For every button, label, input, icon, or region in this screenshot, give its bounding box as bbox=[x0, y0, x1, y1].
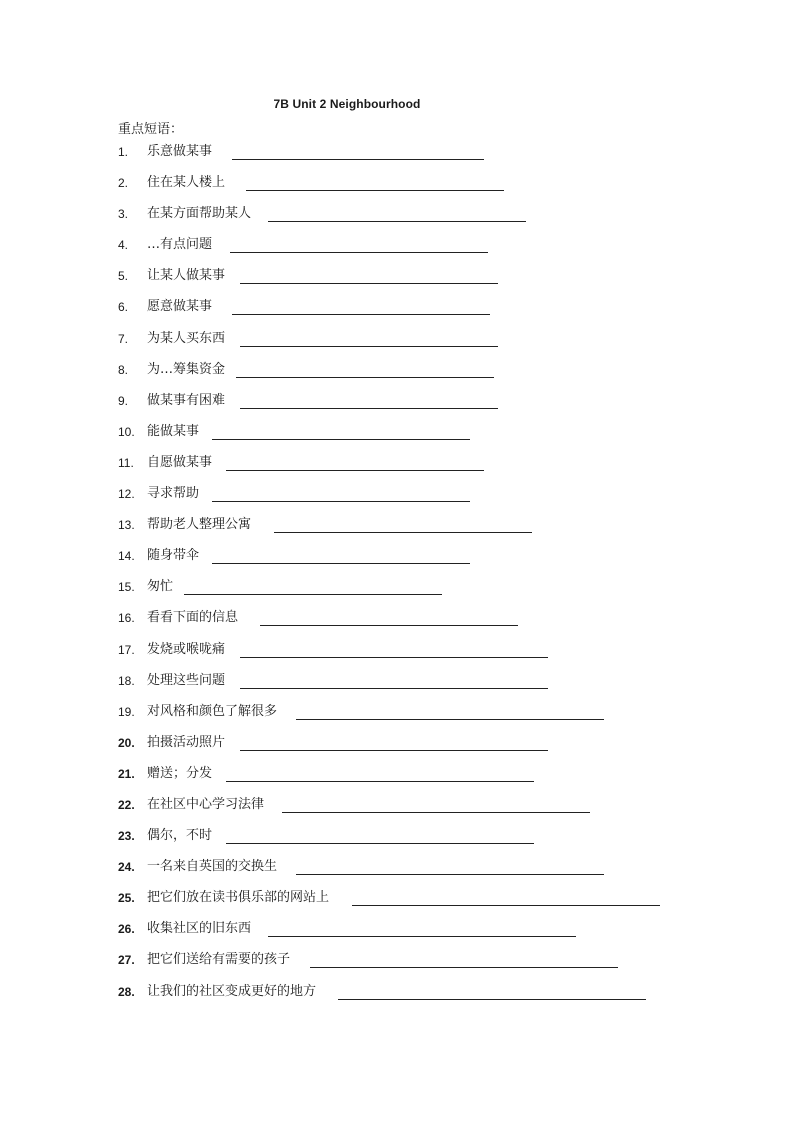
item-number: 2. bbox=[118, 176, 129, 191]
list-item bbox=[118, 516, 718, 547]
answer-blank[interactable] bbox=[226, 843, 534, 844]
list-item bbox=[118, 951, 718, 982]
list-item bbox=[118, 703, 718, 734]
item-number: 19. bbox=[118, 704, 135, 719]
list-item bbox=[118, 796, 718, 827]
item-number: 3. bbox=[118, 207, 129, 222]
item-phrase: 寻求帮助 bbox=[147, 486, 200, 502]
item-phrase: 处理这些问题 bbox=[147, 672, 226, 688]
item-number: 10. bbox=[118, 424, 135, 439]
item-phrase: 为…筹集资金 bbox=[147, 361, 226, 377]
list-item bbox=[118, 641, 718, 672]
section-heading: 重点短语： bbox=[118, 122, 184, 137]
item-number: 17. bbox=[118, 642, 135, 657]
item-phrase: 乐意做某事 bbox=[147, 144, 213, 159]
answer-blank[interactable] bbox=[282, 812, 590, 813]
answer-blank[interactable] bbox=[274, 532, 532, 533]
list-item bbox=[118, 330, 718, 361]
item-phrase: 随身带伞 bbox=[147, 548, 200, 564]
list-item bbox=[118, 672, 718, 703]
answer-blank[interactable] bbox=[240, 688, 548, 689]
answer-blank[interactable] bbox=[184, 594, 442, 595]
item-number: 8. bbox=[118, 362, 129, 377]
item-number: 27. bbox=[118, 953, 135, 968]
answer-blank[interactable] bbox=[296, 874, 604, 875]
list-item bbox=[118, 485, 718, 516]
item-number: 13. bbox=[118, 518, 135, 533]
item-phrase: 帮助老人整理公寓 bbox=[147, 517, 252, 533]
item-number: 1. bbox=[118, 145, 129, 159]
answer-blank[interactable] bbox=[240, 657, 548, 658]
document-title: 7B Unit 2 Neighbourhood bbox=[273, 97, 421, 111]
list-item bbox=[118, 734, 718, 765]
item-phrase: 在某方面帮助某人 bbox=[147, 206, 252, 222]
answer-blank[interactable] bbox=[338, 999, 646, 1000]
list-item bbox=[118, 983, 718, 1014]
item-phrase: …有点问题 bbox=[147, 237, 213, 253]
answer-blank[interactable] bbox=[310, 967, 618, 968]
item-phrase: 为某人买东西 bbox=[147, 330, 226, 346]
list-item bbox=[118, 143, 718, 174]
item-phrase: 让某人做某事 bbox=[147, 268, 226, 284]
answer-blank[interactable] bbox=[236, 377, 494, 378]
item-number: 15. bbox=[118, 580, 135, 595]
item-phrase: 偶尔，不时 bbox=[147, 828, 213, 844]
item-number: 7. bbox=[118, 331, 129, 346]
list-item bbox=[118, 765, 718, 796]
list-item bbox=[118, 827, 718, 858]
list-item bbox=[118, 858, 718, 889]
answer-blank[interactable] bbox=[240, 408, 498, 409]
item-number: 5. bbox=[118, 269, 129, 284]
answer-blank[interactable] bbox=[232, 314, 490, 315]
answer-blank[interactable] bbox=[232, 159, 484, 160]
item-number: 26. bbox=[118, 922, 135, 937]
list-item bbox=[118, 920, 718, 951]
item-phrase: 自愿做某事 bbox=[147, 454, 213, 470]
item-number: 4. bbox=[118, 238, 129, 253]
item-number: 22. bbox=[118, 797, 135, 812]
item-number: 12. bbox=[118, 487, 135, 502]
item-number: 16. bbox=[118, 611, 135, 626]
item-phrase: 对风格和颜色了解很多 bbox=[147, 703, 278, 719]
item-phrase: 做某事有困难 bbox=[147, 392, 226, 408]
item-phrase: 让我们的社区变成更好的地方 bbox=[147, 983, 317, 999]
list-item bbox=[118, 547, 718, 578]
answer-blank[interactable] bbox=[226, 781, 534, 782]
item-phrase: 赠送；分发 bbox=[147, 765, 213, 781]
item-number: 20. bbox=[118, 735, 135, 750]
list-item bbox=[118, 423, 718, 454]
item-phrase: 把它们送给有需要的孩子 bbox=[147, 952, 291, 968]
item-number: 9. bbox=[118, 393, 129, 408]
item-phrase: 把它们放在读书俱乐部的网站上 bbox=[147, 890, 330, 906]
item-phrase: 愿意做某事 bbox=[147, 299, 213, 315]
answer-blank[interactable] bbox=[240, 750, 548, 751]
answer-blank[interactable] bbox=[212, 563, 470, 564]
item-number: 23. bbox=[118, 829, 135, 844]
list-item bbox=[118, 578, 718, 609]
answer-blank[interactable] bbox=[226, 470, 484, 471]
item-phrase: 收集社区的旧东西 bbox=[147, 921, 252, 937]
item-number: 11. bbox=[118, 455, 134, 470]
answer-blank[interactable] bbox=[246, 190, 504, 191]
item-phrase: 能做某事 bbox=[147, 423, 200, 439]
answer-blank[interactable] bbox=[212, 439, 470, 440]
list-item bbox=[118, 205, 718, 236]
item-phrase: 一名来自英国的交换生 bbox=[147, 859, 278, 875]
list-item bbox=[118, 361, 718, 392]
item-phrase: 在社区中心学习法律 bbox=[147, 796, 265, 812]
item-phrase: 匆忙 bbox=[147, 579, 174, 595]
item-phrase: 住在某人楼上 bbox=[147, 175, 226, 191]
list-item bbox=[118, 609, 718, 640]
answer-blank[interactable] bbox=[240, 346, 498, 347]
list-item bbox=[118, 267, 718, 298]
answer-blank[interactable] bbox=[212, 501, 470, 502]
answer-blank[interactable] bbox=[296, 719, 604, 720]
list-item bbox=[118, 454, 718, 485]
list-item bbox=[118, 298, 718, 329]
answer-blank[interactable] bbox=[260, 625, 518, 626]
item-number: 28. bbox=[118, 984, 135, 999]
answer-blank[interactable] bbox=[240, 283, 498, 284]
item-phrase: 发烧或喉咙痛 bbox=[147, 641, 226, 657]
item-number: 14. bbox=[118, 549, 135, 564]
answer-blank[interactable] bbox=[268, 936, 576, 937]
list-item bbox=[118, 889, 718, 920]
item-number: 21. bbox=[118, 766, 135, 781]
item-number: 6. bbox=[118, 300, 129, 315]
item-phrase: 拍摄活动照片 bbox=[147, 734, 226, 750]
item-number: 24. bbox=[118, 860, 135, 875]
phrase-list bbox=[118, 143, 718, 1014]
item-number: 25. bbox=[118, 891, 135, 906]
answer-blank[interactable] bbox=[230, 252, 488, 253]
answer-blank[interactable] bbox=[352, 905, 660, 906]
answer-blank[interactable] bbox=[268, 221, 526, 222]
item-number: 18. bbox=[118, 673, 135, 688]
list-item bbox=[118, 392, 718, 423]
list-item bbox=[118, 174, 718, 205]
item-phrase: 看看下面的信息 bbox=[147, 610, 239, 626]
list-item bbox=[118, 236, 718, 267]
